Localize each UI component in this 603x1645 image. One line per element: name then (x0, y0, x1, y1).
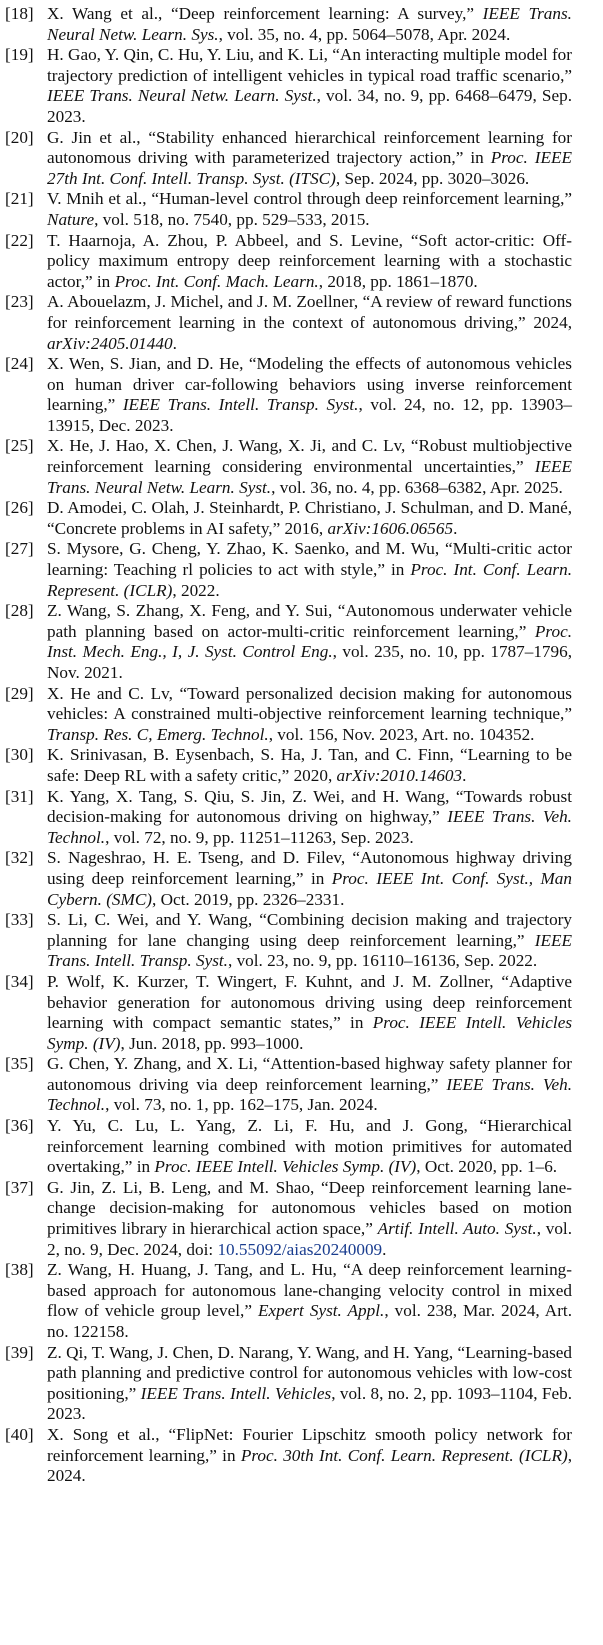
reference-segment: Z. Wang, S. Zhang, X. Feng, and Y. Sui, “Autonomous underwater vehicle path planning based on actor-multi-critic reinforcement learning,” (47, 601, 572, 641)
reference-segment: G. Chen, Y. Zhang, and X. Li, “Attention-based highway safety planner for autonomous driving via deep reinforcement learning,” (47, 1054, 572, 1094)
reference-text (47, 231, 572, 291)
reference-number: [21] (5, 189, 34, 209)
reference-number: [35] (5, 1054, 34, 1074)
reference-segment: . (462, 765, 467, 785)
reference-number: [36] (5, 1116, 34, 1136)
reference-segment: X. Song et al., “FlipNet: Fourier Lipschitz smooth policy network for reinforcement learning,” in (47, 1424, 572, 1465)
reference-entry (0, 539, 603, 601)
reference-segment: S. Li, C. Wei, and Y. Wang, “Combining decision making and trajectory planning for lane changing using deep reinforcement learning,” (47, 910, 572, 950)
venue-name: Transp. Res. C, Emerg. Technol. (47, 724, 269, 744)
reference-text (47, 910, 572, 970)
reference-segment: , 2022. (172, 580, 220, 600)
reference-entry (0, 601, 603, 683)
reference-entry (0, 1116, 603, 1178)
venue-name: Proc. Int. Conf. Mach. Learn. (114, 271, 319, 291)
reference-segment: S. Mysore, G. Cheng, Y. Zhao, K. Saenko, and M. Wu, “Multi-critic actor learning: Teaching rl policies to act with style,” in (47, 539, 572, 580)
reference-entry (0, 45, 603, 127)
reference-entry (0, 745, 603, 786)
reference-segment: , vol. 235, no. 10, pp. 1787–1796, Nov. 2021. (47, 642, 572, 682)
venue-name: Artif. Intell. Auto. Syst. (377, 1219, 537, 1239)
reference-segment: X. He, J. Hao, X. Chen, J. Wang, X. Ji, and C. Lv, “Robust multiobjective reinforcement learning considering environmental uncertainties,” (47, 436, 572, 477)
reference-number: [32] (5, 848, 34, 868)
reference-segment: , Oct. 2020, pp. 1–6. (416, 1157, 558, 1177)
reference-segment: , vol. 35, no. 4, pp. 5064–5078, Apr. 2024. (218, 24, 511, 44)
reference-segment: V. Mnih et al., “Human-level control through deep reinforcement learning,” (47, 189, 572, 209)
reference-segment: , vol. 34, no. 9, pp. 6468–6479, Sep. 2023. (47, 86, 572, 126)
reference-segment: , 2018, pp. 1861–1870. (318, 271, 478, 291)
reference-segment: D. Amodei, C. Olah, J. Steinhardt, P. Christiano, J. Schulman, and D. Mané, “Concrete problems in AI safety,” 2016, (47, 498, 572, 538)
venue-name: IEEE Trans. Neural Netw. Learn. Syst. (47, 457, 572, 497)
venue-name: IEEE Trans. Neural Netw. Learn. Sys. (47, 4, 572, 44)
reference-number: [39] (5, 1342, 34, 1362)
reference-entry (0, 787, 603, 849)
reference-text (47, 787, 572, 847)
reference-entry (0, 848, 603, 910)
reference-text (47, 1178, 572, 1259)
reference-text (47, 1425, 572, 1485)
reference-number: [18] (5, 4, 34, 23)
reference-text (47, 4, 572, 44)
reference-entry (0, 1425, 603, 1487)
reference-number: [27] (5, 539, 34, 559)
reference-entry (0, 128, 603, 190)
reference-number: [22] (5, 230, 34, 250)
venue-name: Proc. IEEE 27th Int. Conf. Intell. Transp. Syst. (ITSC) (47, 148, 572, 188)
venue-name: Proc. IEEE Int. Conf. Syst., Man Cybern. (SMC) (47, 868, 572, 909)
reference-text (47, 848, 572, 908)
reference-number: [24] (5, 354, 34, 374)
reference-text (47, 1116, 572, 1176)
reference-entry (0, 354, 603, 436)
reference-text (47, 189, 572, 229)
venue-name: IEEE Trans. Intell. Transp. Syst. (122, 395, 359, 415)
reference-entry (0, 189, 603, 230)
reference-number: [20] (5, 127, 34, 147)
venue-name: IEEE Trans. Intell. Vehicles (140, 1383, 332, 1403)
reference-segment: G. Jin, Z. Li, B. Leng, and M. Shao, “Deep reinforcement learning lane-change decision-making for autonomous vehicles based on motion primitives library in hierarchical action space,” (47, 1177, 572, 1239)
reference-number: [29] (5, 683, 34, 703)
reference-segment: Y. Yu, C. Lu, L. Yang, Z. Li, F. Hu, and J. Gong, “Hierarchical reinforcement learning combined with motion primitives for automated overtaking,” in (47, 1116, 572, 1177)
reference-text (47, 45, 572, 126)
reference-segment: . (453, 518, 458, 538)
venue-name: arXiv:1606.06565 (327, 518, 454, 538)
reference-segment: X. Wang et al., “Deep reinforcement learning: A survey,” (47, 4, 483, 23)
venue-name: Nature (47, 209, 95, 229)
reference-entry (0, 1178, 603, 1260)
reference-entry (0, 4, 603, 45)
reference-segment: K. Yang, X. Tang, S. Qiu, S. Jin, Z. Wei, and H. Wang, “Towards robust decision-making for autonomous driving on highway,” (47, 786, 572, 827)
reference-number: [23] (5, 292, 34, 312)
reference-number: [19] (5, 45, 34, 65)
reference-segment: , Oct. 2019, pp. 2326–2331. (152, 889, 345, 909)
reference-number: [25] (5, 436, 34, 456)
doi-link[interactable]: 10.55092/aias20240009 (217, 1239, 383, 1259)
reference-segment: Z. Wang, H. Huang, J. Tang, and L. Hu, “A deep reinforcement learning-based approach for autonomous lane-changing velocity control in mixed flow of vehicle group level,” (47, 1260, 572, 1321)
reference-number: [30] (5, 745, 34, 765)
reference-segment: H. Gao, Y. Qin, C. Hu, Y. Liu, and K. Li, “An interacting multiple model for trajectory prediction of intelligent vehicles in typical road traffic scenario,” (47, 45, 572, 85)
reference-segment: P. Wolf, K. Kurzer, T. Wingert, F. Kuhnt, and J. M. Zollner, “Adaptive behavior generation for autonomous driving using deep reinforcement learning with compact semantic states,” in (47, 971, 572, 1033)
reference-text (47, 972, 572, 1053)
reference-entry (0, 1054, 603, 1116)
reference-segment: X. Wen, S. Jian, and D. He, “Modeling the effects of autonomous vehicles on human driver car-following behaviors using inverse reinforcement learning,” (47, 354, 572, 415)
reference-segment: K. Srinivasan, B. Eysenbach, S. Ha, J. Tan, and C. Finn, “Learning to be safe: Deep RL with a safety critic,” 2020, (47, 745, 572, 785)
reference-segment: , vol. 72, no. 9, pp. 11251–11263, Sep. 2023. (105, 827, 414, 847)
reference-entry (0, 436, 603, 498)
reference-entry (0, 292, 603, 354)
reference-segment: Z. Qi, T. Wang, J. Chen, D. Narang, Y. Wang, and H. Yang, “Learning-based path planning and predictive control for autonomous vehicles with low-cost positioning,” (47, 1342, 572, 1403)
reference-number: [40] (5, 1424, 34, 1444)
reference-number: [38] (5, 1260, 34, 1280)
reference-entry (0, 1343, 603, 1425)
reference-segment: , vol. 156, Nov. 2023, Art. no. 104352. (268, 724, 535, 744)
venue-name: IEEE Trans. Veh. Technol. (47, 807, 572, 847)
reference-text (47, 128, 572, 188)
reference-text (47, 684, 572, 744)
reference-segment: . (172, 333, 177, 353)
reference-number: [31] (5, 786, 34, 806)
venue-name: arXiv:2010.14603 (336, 765, 463, 785)
venue-name: Proc. IEEE Intell. Vehicles Symp. (IV) (47, 1013, 573, 1053)
reference-segment: , vol. 73, no. 1, pp. 162–175, Jan. 2024. (105, 1095, 378, 1115)
reference-entry (0, 231, 603, 293)
reference-entry (0, 498, 603, 539)
reference-segment: S. Nageshrao, H. E. Tseng, and D. Filev, “Autonomous highway driving using deep reinforcement learning,” in (47, 848, 572, 888)
reference-segment: , vol. 518, no. 7540, pp. 529–533, 2015. (94, 209, 370, 229)
reference-segment: T. Haarnoja, A. Zhou, P. Abbeel, and S. Levine, “Soft actor-critic: Off-policy maximum entropy deep reinforcement learning with a stochastic actor,” in (47, 230, 572, 291)
reference-segment: A. Abouelazm, J. Michel, and J. M. Zoellner, “A review of reward functions for reinforcement learning in the context of autonomous driving,” 2024, (47, 292, 572, 332)
venue-name: arXiv:2405.01440 (47, 333, 173, 353)
reference-entry (0, 684, 603, 746)
reference-segment: , Sep. 2024, pp. 3020–3026. (335, 168, 530, 188)
reference-number: [37] (5, 1177, 34, 1197)
reference-text (47, 745, 572, 785)
reference-text (47, 354, 572, 435)
reference-entry (0, 972, 603, 1054)
reference-segment: , vol. 36, no. 4, pp. 6368–6382, Apr. 2025. (271, 477, 563, 497)
reference-number: [28] (5, 601, 34, 621)
reference-segment: G. Jin et al., “Stability enhanced hierarchical reinforcement learning for autonomous driving with parameterized trajectory action,” in (47, 127, 572, 168)
venue-name: Proc. 30th Int. Conf. Learn. Represent. (ICLR) (240, 1445, 568, 1465)
reference-segment: , 2024. (47, 1445, 572, 1486)
reference-text (47, 601, 572, 682)
reference-text (47, 1343, 572, 1424)
reference-segment: , Jun. 2018, pp. 993–1000. (120, 1033, 304, 1053)
reference-text (47, 292, 572, 352)
venue-name: Proc. IEEE Intell. Vehicles Symp. (IV) (154, 1157, 417, 1177)
reference-text (47, 539, 572, 599)
reference-text (47, 1260, 572, 1341)
reference-entry (0, 1260, 603, 1342)
venue-name: Expert Syst. Appl. (258, 1301, 385, 1321)
reference-number: [26] (5, 498, 34, 518)
reference-segment: , vol. 2, no. 9, Dec. 2024, doi: (47, 1219, 572, 1259)
reference-segment: , vol. 238, Mar. 2024, Art. no. 122158. (47, 1301, 572, 1341)
reference-segment: X. He and C. Lv, “Toward personalized decision making for autonomous vehicles: A constrained multi-objective reinforcement learning technique,” (47, 683, 572, 724)
venue-name: Proc. Int. Conf. Learn. Represent. (ICLR) (47, 560, 572, 600)
venue-name: IEEE Trans. Intell. Transp. Syst. (47, 930, 572, 971)
venue-name: IEEE Trans. Neural Netw. Learn. Syst. (47, 86, 317, 106)
reference-segment: , vol. 8, no. 2, pp. 1093–1104, Feb. 2023. (47, 1383, 573, 1424)
reference-segment: , vol. 24, no. 12, pp. 13903–13915, Dec. 2023. (47, 395, 573, 435)
venue-name: Proc. Inst. Mech. Eng., I, J. Syst. Control Eng. (47, 621, 572, 662)
reference-entry (0, 910, 603, 972)
reference-text (47, 1054, 572, 1114)
reference-text (47, 436, 572, 496)
reference-segment: , vol. 23, no. 9, pp. 16110–16136, Sep. 2022. (227, 951, 538, 971)
reference-number: [34] (5, 971, 34, 991)
venue-name: IEEE Trans. Veh. Technol. (47, 1074, 572, 1115)
reference-segment: . (382, 1239, 387, 1259)
reference-number: [33] (5, 910, 34, 930)
reference-text (47, 498, 572, 538)
